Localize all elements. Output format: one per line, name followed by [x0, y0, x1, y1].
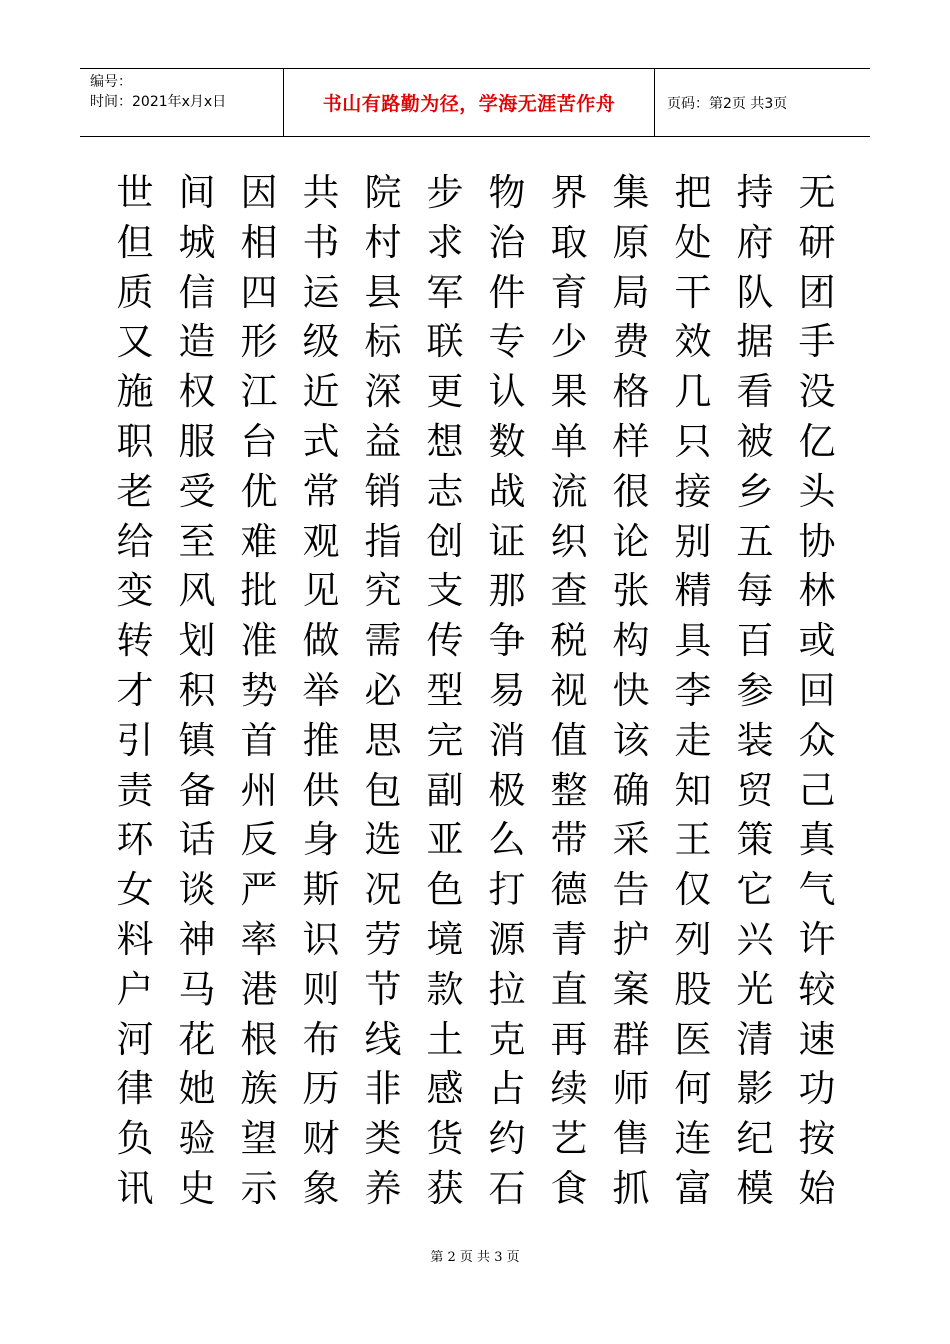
- grid-character: 张: [612, 569, 650, 613]
- grid-character: 完: [426, 718, 464, 762]
- grid-character: 常: [302, 469, 340, 513]
- grid-character: 亿: [798, 419, 836, 463]
- grid-character: 论: [612, 519, 650, 563]
- grid-character: 四: [240, 270, 278, 314]
- grid-character: 王: [674, 818, 712, 862]
- grid-character: 参: [736, 668, 774, 712]
- grid-character: 始: [798, 1166, 836, 1210]
- grid-character: 她: [178, 1067, 216, 1111]
- grid-character: 城: [178, 220, 216, 264]
- grid-character: 功: [798, 1067, 836, 1111]
- grid-character: 几: [674, 370, 712, 414]
- grid-character: 财: [302, 1117, 340, 1161]
- grid-character: 认: [488, 370, 526, 414]
- header-time-label: 时间：2021年x月x日: [90, 94, 227, 110]
- grid-character: 信: [178, 270, 216, 314]
- grid-character: 确: [612, 768, 650, 812]
- grid-character: 干: [674, 270, 712, 314]
- grid-character: 布: [302, 1017, 340, 1061]
- grid-character: 医: [674, 1017, 712, 1061]
- grid-character: 难: [240, 519, 278, 563]
- grid-character: 果: [550, 370, 588, 414]
- grid-character: 约: [488, 1117, 526, 1161]
- grid-character: 样: [612, 419, 650, 463]
- grid-character: 负: [116, 1117, 154, 1161]
- grid-character: 石: [488, 1166, 526, 1210]
- grid-character: 县: [364, 270, 402, 314]
- grid-character: 职: [116, 419, 154, 463]
- grid-character: 老: [116, 469, 154, 513]
- grid-character: 势: [240, 668, 278, 712]
- grid-character: 间: [178, 171, 216, 214]
- grid-character: 打: [488, 868, 526, 912]
- grid-character: 根: [240, 1017, 278, 1061]
- grid-character: 包: [364, 768, 402, 812]
- grid-character: 界: [550, 171, 588, 214]
- grid-character: 构: [612, 619, 650, 663]
- grid-character: 它: [736, 868, 774, 912]
- grid-character: 研: [798, 220, 836, 264]
- grid-character: 局: [612, 270, 650, 314]
- grid-character: 取: [550, 220, 588, 264]
- grid-character: 养: [364, 1166, 402, 1210]
- grid-character: 质: [116, 270, 154, 314]
- grid-character: 团: [798, 270, 836, 314]
- grid-character: 款: [426, 967, 464, 1011]
- grid-character: 连: [674, 1117, 712, 1161]
- grid-character: 视: [550, 668, 588, 712]
- grid-character: 原: [612, 220, 650, 264]
- grid-character: 线: [364, 1017, 402, 1061]
- grid-character: 专: [488, 320, 526, 364]
- grid-character: 备: [178, 768, 216, 812]
- grid-character: 花: [178, 1017, 216, 1061]
- grid-character: 真: [798, 818, 836, 862]
- grid-character: 望: [240, 1117, 278, 1161]
- grid-character: 抓: [612, 1166, 650, 1210]
- grid-character: 划: [178, 619, 216, 663]
- document-header: [80, 68, 870, 137]
- grid-character: 只: [674, 419, 712, 463]
- grid-character: 该: [612, 718, 650, 762]
- grid-character: 土: [426, 1017, 464, 1061]
- grid-character: 查: [550, 569, 588, 613]
- grid-character: 但: [116, 220, 154, 264]
- grid-character: 环: [116, 818, 154, 862]
- grid-character: 积: [178, 668, 216, 712]
- grid-character: 货: [426, 1117, 464, 1161]
- grid-character: 反: [240, 818, 278, 862]
- grid-character: 女: [116, 868, 154, 912]
- grid-character: 仅: [674, 868, 712, 912]
- grid-character: 想: [426, 419, 464, 463]
- grid-character: 治: [488, 220, 526, 264]
- grid-character: 克: [488, 1017, 526, 1061]
- grid-character: 按: [798, 1117, 836, 1161]
- grid-character: 看: [736, 370, 774, 414]
- grid-character: 感: [426, 1067, 464, 1111]
- grid-character: 模: [736, 1166, 774, 1210]
- grid-character: 府: [736, 220, 774, 264]
- grid-character: 据: [736, 320, 774, 364]
- grid-character: 港: [240, 967, 278, 1011]
- grid-character: 料: [116, 917, 154, 961]
- grid-character: 则: [302, 967, 340, 1011]
- grid-character: 志: [426, 469, 464, 513]
- grid-character: 书: [302, 220, 340, 264]
- grid-character: 么: [488, 818, 526, 862]
- grid-character: 传: [426, 619, 464, 663]
- grid-character: 引: [116, 718, 154, 762]
- grid-character: 村: [364, 220, 402, 264]
- grid-character: 效: [674, 320, 712, 364]
- grid-character: 准: [240, 619, 278, 663]
- grid-character: 续: [550, 1067, 588, 1111]
- grid-character: 风: [178, 569, 216, 613]
- grid-character: 拉: [488, 967, 526, 1011]
- grid-character: 许: [798, 917, 836, 961]
- grid-character: 兴: [736, 917, 774, 961]
- grid-character: 每: [736, 569, 774, 613]
- grid-character: 贸: [736, 768, 774, 812]
- grid-character: 头: [798, 469, 836, 513]
- grid-character: 见: [302, 569, 340, 613]
- grid-character: 谈: [178, 868, 216, 912]
- grid-character: 百: [736, 619, 774, 663]
- grid-character: 整: [550, 768, 588, 812]
- grid-character: 律: [116, 1067, 154, 1111]
- grid-character: 费: [612, 320, 650, 364]
- grid-character: 推: [302, 718, 340, 762]
- grid-character: 气: [798, 868, 836, 912]
- grid-character: 服: [178, 419, 216, 463]
- grid-character: 益: [364, 419, 402, 463]
- grid-character: 单: [550, 419, 588, 463]
- grid-character: 清: [736, 1017, 774, 1061]
- grid-character: 优: [240, 469, 278, 513]
- grid-character: 快: [612, 668, 650, 712]
- grid-character: 镇: [178, 718, 216, 762]
- grid-character: 证: [488, 519, 526, 563]
- grid-character: 育: [550, 270, 588, 314]
- grid-character: 才: [116, 668, 154, 712]
- grid-character: 供: [302, 768, 340, 812]
- grid-character: 深: [364, 370, 402, 414]
- grid-character: 相: [240, 220, 278, 264]
- grid-character: 又: [116, 320, 154, 364]
- grid-character: 因: [240, 171, 278, 214]
- grid-character: 副: [426, 768, 464, 812]
- grid-character: 话: [178, 818, 216, 862]
- grid-character: 被: [736, 419, 774, 463]
- grid-character: 或: [798, 619, 836, 663]
- grid-character: 标: [364, 320, 402, 364]
- grid-character: 德: [550, 868, 588, 912]
- grid-character: 类: [364, 1117, 402, 1161]
- grid-character: 案: [612, 967, 650, 1011]
- grid-character: 况: [364, 868, 402, 912]
- grid-character: 马: [178, 967, 216, 1011]
- grid-character: 非: [364, 1067, 402, 1111]
- grid-character: 数: [488, 419, 526, 463]
- grid-character: 举: [302, 668, 340, 712]
- grid-character: 再: [550, 1017, 588, 1061]
- grid-character: 具: [674, 619, 712, 663]
- grid-character: 件: [488, 270, 526, 314]
- grid-character: 受: [178, 469, 216, 513]
- grid-character: 转: [116, 619, 154, 663]
- grid-character: 处: [674, 220, 712, 264]
- grid-character: 策: [736, 818, 774, 862]
- grid-character: 列: [674, 917, 712, 961]
- grid-character: 源: [488, 917, 526, 961]
- grid-character: 占: [488, 1067, 526, 1111]
- grid-character: 共: [302, 171, 340, 214]
- grid-character: 至: [178, 519, 216, 563]
- grid-character: 群: [612, 1017, 650, 1061]
- grid-character: 斯: [302, 868, 340, 912]
- grid-character: 带: [550, 818, 588, 862]
- grid-character: 获: [426, 1166, 464, 1210]
- grid-character: 协: [798, 519, 836, 563]
- grid-character: 江: [240, 370, 278, 414]
- grid-character: 严: [240, 868, 278, 912]
- grid-character: 做: [302, 619, 340, 663]
- grid-character: 必: [364, 668, 402, 712]
- grid-character: 消: [488, 718, 526, 762]
- grid-character: 首: [240, 718, 278, 762]
- grid-character: 史: [178, 1166, 216, 1210]
- header-slogan: 书山有路勤为径，学海无涯苦作舟: [283, 69, 655, 136]
- grid-character: 求: [426, 220, 464, 264]
- grid-character: 乡: [736, 469, 774, 513]
- grid-character: 采: [612, 818, 650, 862]
- grid-character: 知: [674, 768, 712, 812]
- grid-character: 李: [674, 668, 712, 712]
- grid-character: 极: [488, 768, 526, 812]
- grid-character: 色: [426, 868, 464, 912]
- grid-character: 集: [612, 171, 650, 214]
- grid-character: 物: [488, 171, 526, 214]
- grid-character: 需: [364, 619, 402, 663]
- grid-character: 境: [426, 917, 464, 961]
- grid-character: 指: [364, 519, 402, 563]
- grid-character: 少: [550, 320, 588, 364]
- grid-character: 率: [240, 917, 278, 961]
- grid-character: 军: [426, 270, 464, 314]
- grid-character: 节: [364, 967, 402, 1011]
- grid-character: 格: [612, 370, 650, 414]
- grid-character: 装: [736, 718, 774, 762]
- grid-character: 光: [736, 967, 774, 1011]
- grid-character: 支: [426, 569, 464, 613]
- grid-character: 责: [116, 768, 154, 812]
- grid-character: 亚: [426, 818, 464, 862]
- grid-character: 艺: [550, 1117, 588, 1161]
- grid-character: 富: [674, 1166, 712, 1210]
- grid-character: 接: [674, 469, 712, 513]
- grid-character: 观: [302, 519, 340, 563]
- grid-character: 族: [240, 1067, 278, 1111]
- grid-character: 识: [302, 917, 340, 961]
- grid-character: 食: [550, 1166, 588, 1210]
- grid-character: 创: [426, 519, 464, 563]
- grid-character: 战: [488, 469, 526, 513]
- grid-character: 较: [798, 967, 836, 1011]
- grid-character: 州: [240, 768, 278, 812]
- grid-character: 究: [364, 569, 402, 613]
- grid-character: 那: [488, 569, 526, 613]
- grid-character: 示: [240, 1166, 278, 1210]
- grid-character: 五: [736, 519, 774, 563]
- grid-character: 世: [116, 171, 154, 214]
- grid-character: 河: [116, 1017, 154, 1061]
- grid-character: 售: [612, 1117, 650, 1161]
- grid-character: 告: [612, 868, 650, 912]
- grid-character: 选: [364, 818, 402, 862]
- page-footer: 第 2 页 共 3 页: [430, 1250, 520, 1265]
- grid-character: 何: [674, 1067, 712, 1111]
- character-grid: [104, 168, 848, 1214]
- grid-character: 影: [736, 1067, 774, 1111]
- grid-character: 造: [178, 320, 216, 364]
- grid-character: 众: [798, 718, 836, 762]
- grid-character: 神: [178, 917, 216, 961]
- grid-character: 批: [240, 569, 278, 613]
- grid-character: 象: [302, 1166, 340, 1210]
- grid-character: 讯: [116, 1166, 154, 1210]
- grid-character: 师: [612, 1067, 650, 1111]
- grid-character: 式: [302, 419, 340, 463]
- grid-character: 级: [302, 320, 340, 364]
- grid-character: 走: [674, 718, 712, 762]
- header-meta: [80, 69, 283, 136]
- grid-character: 别: [674, 519, 712, 563]
- grid-character: 联: [426, 320, 464, 364]
- grid-character: 直: [550, 967, 588, 1011]
- grid-character: 历: [302, 1067, 340, 1111]
- grid-character: 步: [426, 171, 464, 214]
- header-page-label: 页码：第2页 共3页: [667, 95, 788, 112]
- header-number-label: 编号：: [90, 74, 132, 90]
- grid-character: 把: [674, 171, 712, 214]
- grid-character: 形: [240, 320, 278, 364]
- grid-character: 回: [798, 668, 836, 712]
- grid-character: 院: [364, 171, 402, 214]
- grid-character: 户: [116, 967, 154, 1011]
- grid-character: 身: [302, 818, 340, 862]
- grid-character: 精: [674, 569, 712, 613]
- grid-character: 无: [798, 171, 836, 214]
- grid-character: 近: [302, 370, 340, 414]
- grid-character: 给: [116, 519, 154, 563]
- grid-character: 持: [736, 171, 774, 214]
- grid-character: 验: [178, 1117, 216, 1161]
- grid-character: 织: [550, 519, 588, 563]
- grid-character: 己: [798, 768, 836, 812]
- grid-character: 值: [550, 718, 588, 762]
- grid-character: 手: [798, 320, 836, 364]
- grid-character: 争: [488, 619, 526, 663]
- grid-character: 权: [178, 370, 216, 414]
- grid-character: 更: [426, 370, 464, 414]
- grid-character: 变: [116, 569, 154, 613]
- grid-character: 股: [674, 967, 712, 1011]
- grid-character: 思: [364, 718, 402, 762]
- grid-character: 林: [798, 569, 836, 613]
- grid-character: 纪: [736, 1117, 774, 1161]
- grid-character: 型: [426, 668, 464, 712]
- grid-character: 没: [798, 370, 836, 414]
- grid-character: 劳: [364, 917, 402, 961]
- grid-character: 速: [798, 1017, 836, 1061]
- grid-character: 销: [364, 469, 402, 513]
- grid-character: 流: [550, 469, 588, 513]
- grid-character: 台: [240, 419, 278, 463]
- grid-character: 护: [612, 917, 650, 961]
- grid-character: 队: [736, 270, 774, 314]
- grid-character: 施: [116, 370, 154, 414]
- grid-character: 很: [612, 469, 650, 513]
- grid-character: 易: [488, 668, 526, 712]
- grid-character: 运: [302, 270, 340, 314]
- grid-character: 税: [550, 619, 588, 663]
- grid-character: 青: [550, 917, 588, 961]
